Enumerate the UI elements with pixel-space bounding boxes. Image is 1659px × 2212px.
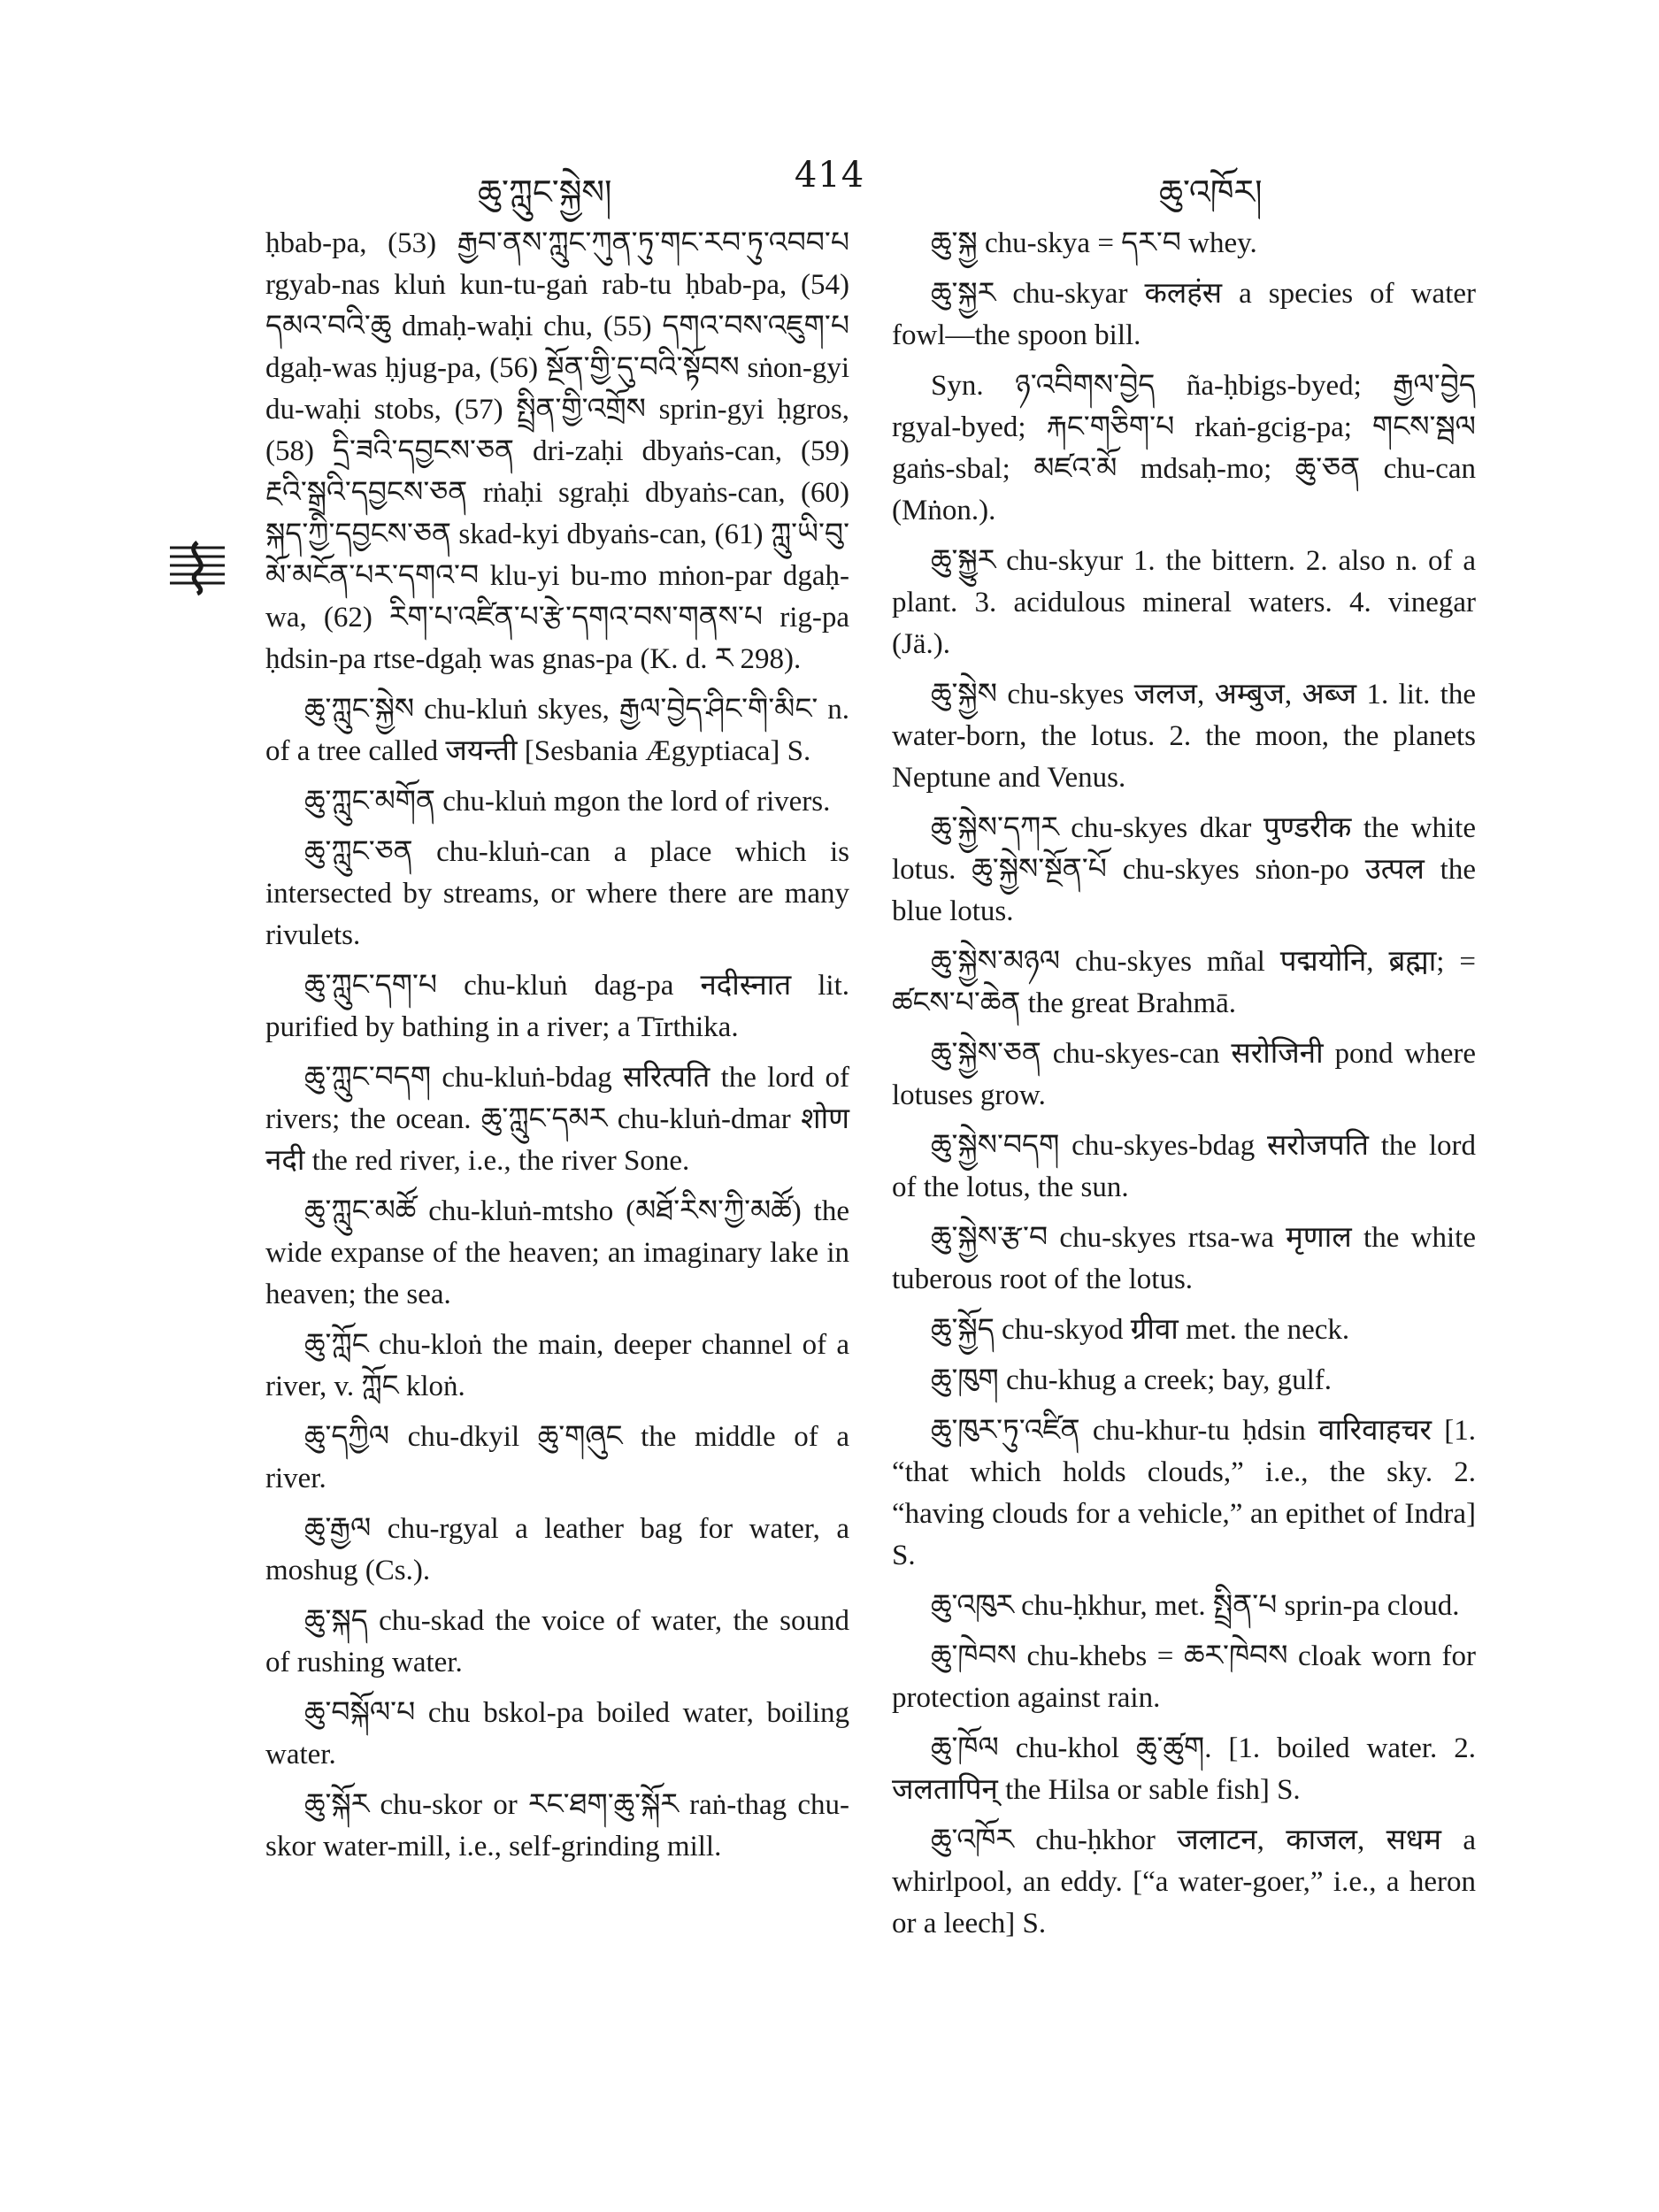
dictionary-entry: ཆུ་སྐོར chu-skor or རང་ཐག་ཆུ་སྐོར raṅ-thag chu-skor water-mill, i.e., self-grinding mill.	[265, 1789, 849, 1863]
dictionary-entry: ཆུ་སྐྱེས་བདག chu-skyes-bdag सरोजपति the lord of the lotus, the sun.	[892, 1130, 1476, 1203]
dictionary-entry: ཆུ་ཁོལ chu-khol ཆུ་ཚུག. [1. boiled water. 2. जलतापिन् the Hilsa or sable fish] S.	[892, 1732, 1476, 1806]
dictionary-entry: ཆུ་སྐྱར chu-skyar कलहंस a species of water fowl—the spoon bill.	[892, 278, 1476, 351]
page-header	[0, 155, 1659, 211]
right-running-headword: ཆུ་འཁོར།	[1159, 173, 1263, 211]
dictionary-entry: ཆུ་སྐྱེས་ཅན chu-skyes-can सरोजिनी pond where lotuses grow.	[892, 1038, 1476, 1111]
dictionary-entry: ཆུ་རྒྱལ chu-rgyal a leather bag for water, a moshug (Cs.).	[265, 1513, 849, 1586]
dictionary-entry: ཆུ་ཀླུང་མགོན chu-kluṅ mgon the lord of rivers.	[304, 786, 831, 818]
dictionary-entry: Syn. ཉ་འབིགས་བྱེད ña-ḥbigs-byed; རྒྱལ་བྱེད rgyal-byed; རྐང་གཅིག་པ rkaṅ-gcig-pa; གངས་སྦལ gaṅs-sbal; མཛའ་མོ mdsaḥ-mo; ཆུ་ཅན chu-can (Mṅon.).	[892, 370, 1476, 526]
dictionary-entry: ཆུ་དཀྱིལ chu-dkyil ཆུ་གཞུང the middle of a river.	[265, 1421, 849, 1494]
dictionary-entry: ཆུ་སྐྱ chu-skya = དར་བ whey.	[931, 227, 1257, 259]
margin-symbol-icon	[166, 535, 228, 597]
dictionary-entry: ཆུ་ཀླུང་དག་པ chu-kluṅ dag-pa नदीस्नात lit. purified by bathing in a river; a Tīrthika.	[265, 970, 849, 1043]
dictionary-entry: ཆུ་སྐྱུར chu-skyur 1. the bittern. 2. also n. of a plant. 3. acidulous mineral waters. 4. vinegar (Jä.).	[892, 545, 1476, 660]
dictionary-entry: ཆུ་ཀླུང་ཅན chu-kluṅ-can a place which is intersected by streams, or where there are many rivulets.	[265, 836, 849, 951]
dictionary-entry: ཆུ་ཁུག chu-khug a creek; bay, gulf.	[931, 1364, 1333, 1396]
dictionary-entry: ཆུ་སྐྱེས་དཀར chu-skyes dkar पुण्डरीक the white lotus. ཆུ་སྐྱེས་སྔོན་པོ chu-skyes sṅon-po उत्पल the blue lotus.	[892, 812, 1476, 927]
left-running-headword: ཆུ་ཀླུང་སྐྱེས།	[478, 173, 612, 211]
dictionary-entry: ཆུ་སྐྱེས་རྩ་བ chu-skyes rtsa-wa मृणाल the white tuberous root of the lotus.	[892, 1222, 1476, 1295]
dictionary-entry: ཆུ་ཀླུང་སྐྱེས chu-kluṅ skyes, རྒྱལ་བྱེད་ཤིང་གི་མིང་ n. of a tree called जयन्ती [Sesbania Ægyptiaca] S.	[265, 694, 849, 767]
dictionary-entry: ཆུ་ཀླུང་མཚོ chu-kluṅ-mtsho (མཐོ་རིས་ཀྱི་མཚོ) the wide expanse of the heaven; an imaginary lake in heaven; the sea.	[265, 1195, 849, 1310]
left-column	[265, 223, 849, 1877]
dictionary-entry: ཆུ་འཁོར chu-ḥkhor जलाटन, काजल, सधम a whirlpool, an eddy. [“a water-goer,” i.e., a heron or a leech] S.	[892, 1824, 1476, 1939]
dictionary-entry: ཆུ་བསྐོལ་པ chu bskol-pa boiled water, boiling water.	[265, 1697, 849, 1770]
dictionary-entry: ཆུ་སྐྱེས་མཉལ chu-skyes mñal पद्मयोनि, ब्रह्मा; = ཚངས་པ་ཆེན the great Brahmā.	[892, 946, 1476, 1019]
dictionary-entry: ཆུ་སྐྱེས chu-skyes जलज, अम्बुज, अब्ज 1. lit. the water-born, the lotus. 2. the moon, the planets Neptune and Venus.	[892, 679, 1476, 794]
dictionary-entry: ཆུ་སྐྱོད chu-skyod ग्रीवा met. the neck.	[931, 1314, 1350, 1346]
dictionary-entry: ཆུ་ཀློང chu-kloṅ the main, deeper channel of a river, v. ཀློང kloṅ.	[265, 1329, 849, 1402]
dictionary-entry: ཆུ་ཁེབས chu-khebs = ཆར་ཁེབས cloak worn for protection against rain.	[892, 1640, 1476, 1714]
right-column	[892, 223, 1476, 1954]
dictionary-entry: ḥbab-pa, (53) རྒྱབ་ནས་ཀླུང་ཀུན་ཏུ་གང་རབ་ཏུ་འབབ་པ rgyab-nas kluṅ kun-tu-gaṅ rab-tu ḥbab-pa, (54) དམའ་བའི་ཆུ dmaḥ-waḥi chu, (55) དགའ་བས་འཇུག་པ dgaḥ-was ḥjug-pa, (56) སྔོན་གྱི་དུ་བའི་སྟོབས sṅon-gyi du-waḥi stobs, (57) སྤྲིན་གྱི་འགྲོས sprin-gyi ḥgros, (58) དྲི་ཟའི་དབྱངས་ཅན dri-zaḥi dbyaṅs-can, (59) རྔའི་སྒྲའི་དབྱངས་ཅན rṅaḥi sgraḥi dbyaṅs-can, (60) སྐད་ཀྱི་དབྱངས་ཅན skad-kyi dbyaṅs-can, (61) ཀླུ་ཡི་བུ་མོ་མངོན་པར་དགའ་བ klu-yi bu-mo mṅon-par dgaḥ-wa, (62) རིག་པ་འཛིན་པ་རྩེ་དགའ་བས་གནས་པ rig-pa ḥdsin-pa rtse-dgaḥ was gnas-pa (K. d. ར 298).	[265, 227, 849, 675]
dictionary-entry: ཆུ་ཀླུང་བདག chu-kluṅ-bdag सरित्पति the lord of rivers; the ocean. ཆུ་ཀླུང་དམར chu-kluṅ-dmar शोण नदी the red river, i.e., the river Sone.	[265, 1062, 849, 1177]
page-number: 414	[794, 155, 865, 196]
dictionary-entry: ཆུ་འཁུར chu-ḥkhur, met. སྤྲིན་པ sprin-pa cloud.	[931, 1590, 1460, 1622]
dictionary-entry: ཆུ་ཁུར་ཏུ་འཛིན chu-khur-tu ḥdsin वारिवाहचर [1. “that which holds clouds,” i.e., the sky. 2. “having clouds for a vehicle,” an epithet of Indra] S.	[892, 1415, 1476, 1571]
dictionary-entry: ཆུ་སྐད chu-skad the voice of water, the sound of rushing water.	[265, 1605, 849, 1678]
